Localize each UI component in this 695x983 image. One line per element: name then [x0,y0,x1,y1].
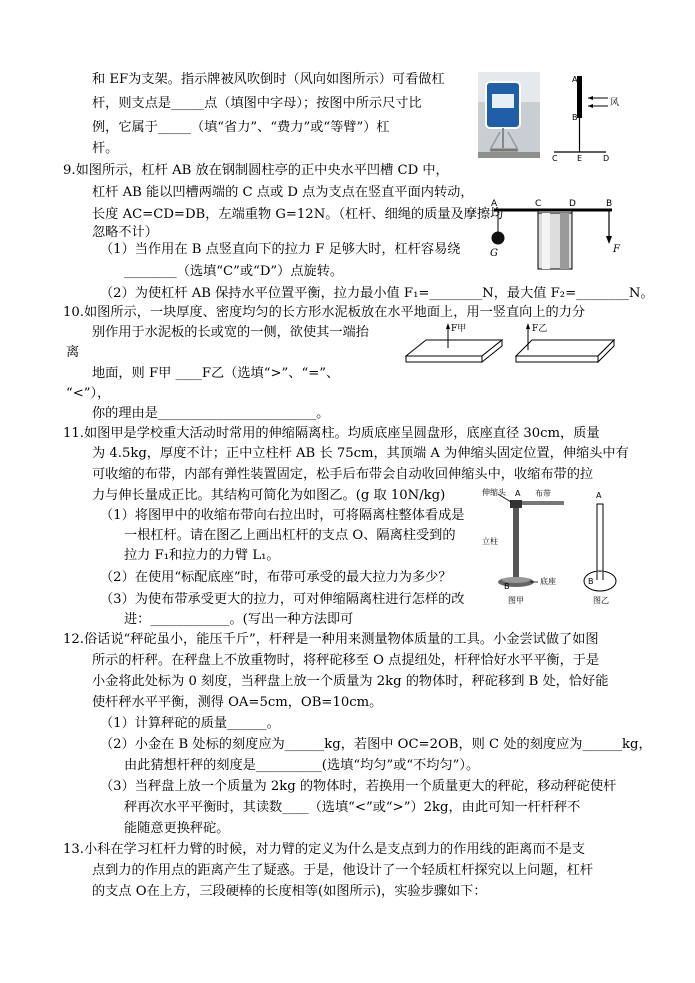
label-base: 底座 [540,577,556,586]
label-a-jia: A [515,489,521,498]
text-line: 9.如图所示，杠杆 AB 放在钢制圆柱亭的正中央水平凹槽 CD 中， [63,163,449,178]
label-c: C [552,154,558,162]
label-b-jia: B [504,582,510,591]
label-c: C [535,199,542,209]
text-line: 点到力的作用点的距离产生了疑惑。于是，他设计了一个轻质杠杆探究以上问题，杠杆 [92,863,594,878]
label-d: D [603,154,610,162]
text-line: 例，它属于_____（填“省力”、“费力”或“等臂”）杠 [92,120,390,135]
text-line: （1）将图甲中的收缩布带向右拉出时，可将隔离柱整体看成是 [100,508,465,523]
lever-cylinder-diagram [484,196,622,274]
text-line: 忽略不计） [92,225,158,240]
text-line: 13.小科在学习杠杆力臂的时候，对力臂的定义为什么是支点到力的作用线的距离而不是支 [63,842,586,857]
text-line: “<”）， [66,386,111,401]
text-line: （2）在使用“标配底座”时，布带可承受的最大拉力为多少？ [100,570,452,585]
text-line: ________（选填“C”或“D”）点旋转。 [124,264,344,279]
label-g: G [490,248,498,259]
text-line: 可收缩的布带，内部有弹性装置固定，松手后布带会自动收回伸缩头中，收缩布带的拉 [92,467,594,482]
sign-schematic-diagram [548,70,628,162]
label-strap: 布带 [535,489,551,498]
text-line: 别作用于水泥板的长或宽的一侧，欲使其一端抬 [92,325,369,340]
text-line: 杆。 [92,141,119,156]
text-line: （1）计算秤砣的质量______。 [100,716,280,731]
text-line: （2）小金在 B 处标的刻度应为______kg，若图中 OC=2OB，则 C 处的刻度应为______kg， [100,737,652,752]
label-b: B [572,113,578,122]
text-line: 秤再次水平平衡时，其读数____（选填“<”或“>”）2kg，由此可知一杆杆秤不 [124,800,581,815]
text-line: 杠杆 AB 能以凹槽两端的 C 点或 D 点为支点在竖直平面内转动， [92,185,474,200]
barrier-post-diagram [480,486,628,606]
text-line: 由此猜想杆秤的刻度是__________(选填“均匀”或“不均匀”）。 [124,758,480,773]
label-e: E [577,154,583,162]
label-pillar: 立柱 [482,537,498,546]
label-telescopic-head: 伸缩头 [482,488,506,497]
text-line: 小金将此处标为 0 刻度，当秤盘上放一个质量为 2kg 的物体时，秤砣移到 B 处，恰好能 [92,674,609,689]
text-line: 和 EF为支架。指示牌被风吹倒时（风向如图所示）可看做杠 [92,72,445,87]
text-line: 10.如图所示，一块厚度、密度均匀的长方形水泥板放在水平地面上，用一竖直向上的力分 [63,305,586,320]
text-line: 力与伸长量成正比。其结构可简化为如图乙。(g 取 10N/kg) [92,488,446,503]
label-a-yi: A [596,491,602,500]
label-f-jia: F甲 [451,324,467,334]
label-b-yi: B [588,577,594,586]
text-line: 长度 AC=CD=DB，左端重物 G=12N。（杠杆、细绳的质量及摩擦均 [92,207,504,222]
caption-fig-yi: 图乙 [593,596,609,605]
label-wind: 风 [610,98,620,108]
text-line: 能随意更换秤砣。 [124,821,230,836]
label-f-yi: F乙 [532,324,548,334]
sign-photo [478,72,540,158]
label-d: D [569,199,576,209]
label-a: A [572,75,578,84]
text-line: （1）当作用在 B 点竖直向下的拉力 F 足够大时，杠杆容易绕 [100,242,461,257]
text-line: 一根杠杆。请在图乙上画出杠杆的支点 O、隔离柱受到的 [124,528,456,543]
caption-fig-jia: 图甲 [508,596,524,605]
label-f: F [613,244,620,255]
text-line: （3）为使布带承受更大的拉力，可对伸缩隔离柱进行怎样的改 [100,592,465,607]
text-line: 为 4.5kg，厚度不计；正中立柱杆 AB 长 75cm，其顶端 A 为伸缩头固定位置，伸缩头中有 [92,446,629,461]
label-a: A [491,199,498,209]
text-line: （2）为使杠杆 AB 保持水平位置平衡，拉力最小值 F₁=________N，最大值 F₂=________N。 [100,286,654,301]
text-line: 的支点 O在上方，三段硬棒的长度相等(如图所示)，实验步骤如下： [92,884,487,899]
text-line: 11.如图甲是学校重大活动时常用的伸缩隔离柱。均质底座呈圆盘形，底座直径 30cm，质量 [63,426,600,441]
text-line: 12.俗话说“秤砣虽小，能压千斤”，杆秤是一种用来测量物体质量的工具。小金尝试做了如图 [63,632,599,647]
text-line: 拉力 F₁和拉力的力臂 L₁。 [124,548,280,563]
text-line: 进：____________。(写出一种方法即可 [124,612,354,627]
text-line: 离 [66,345,80,360]
text-line: 所示的杆秤。在秤盘上不放重物时，将秤砣移至 O 点提纽处，杆秤恰好水平平衡，于是 [92,653,600,668]
text-line: 使杆秤水平平衡，测得 OA=5cm，OB=10cm。 [92,695,383,710]
text-line: 你的理由是________________________。 [92,406,330,421]
text-line: （3）当秤盘上放一个质量为 2kg 的物体时，若换用一个质量更大的秤砣，移动秤砣使杆 [100,779,617,794]
text-line: 杆，则支点是_____点（填图中字母）；按图中所示尺寸比 [92,96,422,111]
cement-slabs-diagram [404,318,618,370]
label-b: B [606,199,613,209]
text-line: 地面，则 F甲 ____F乙（选填“>”、“=”、 [92,366,340,381]
